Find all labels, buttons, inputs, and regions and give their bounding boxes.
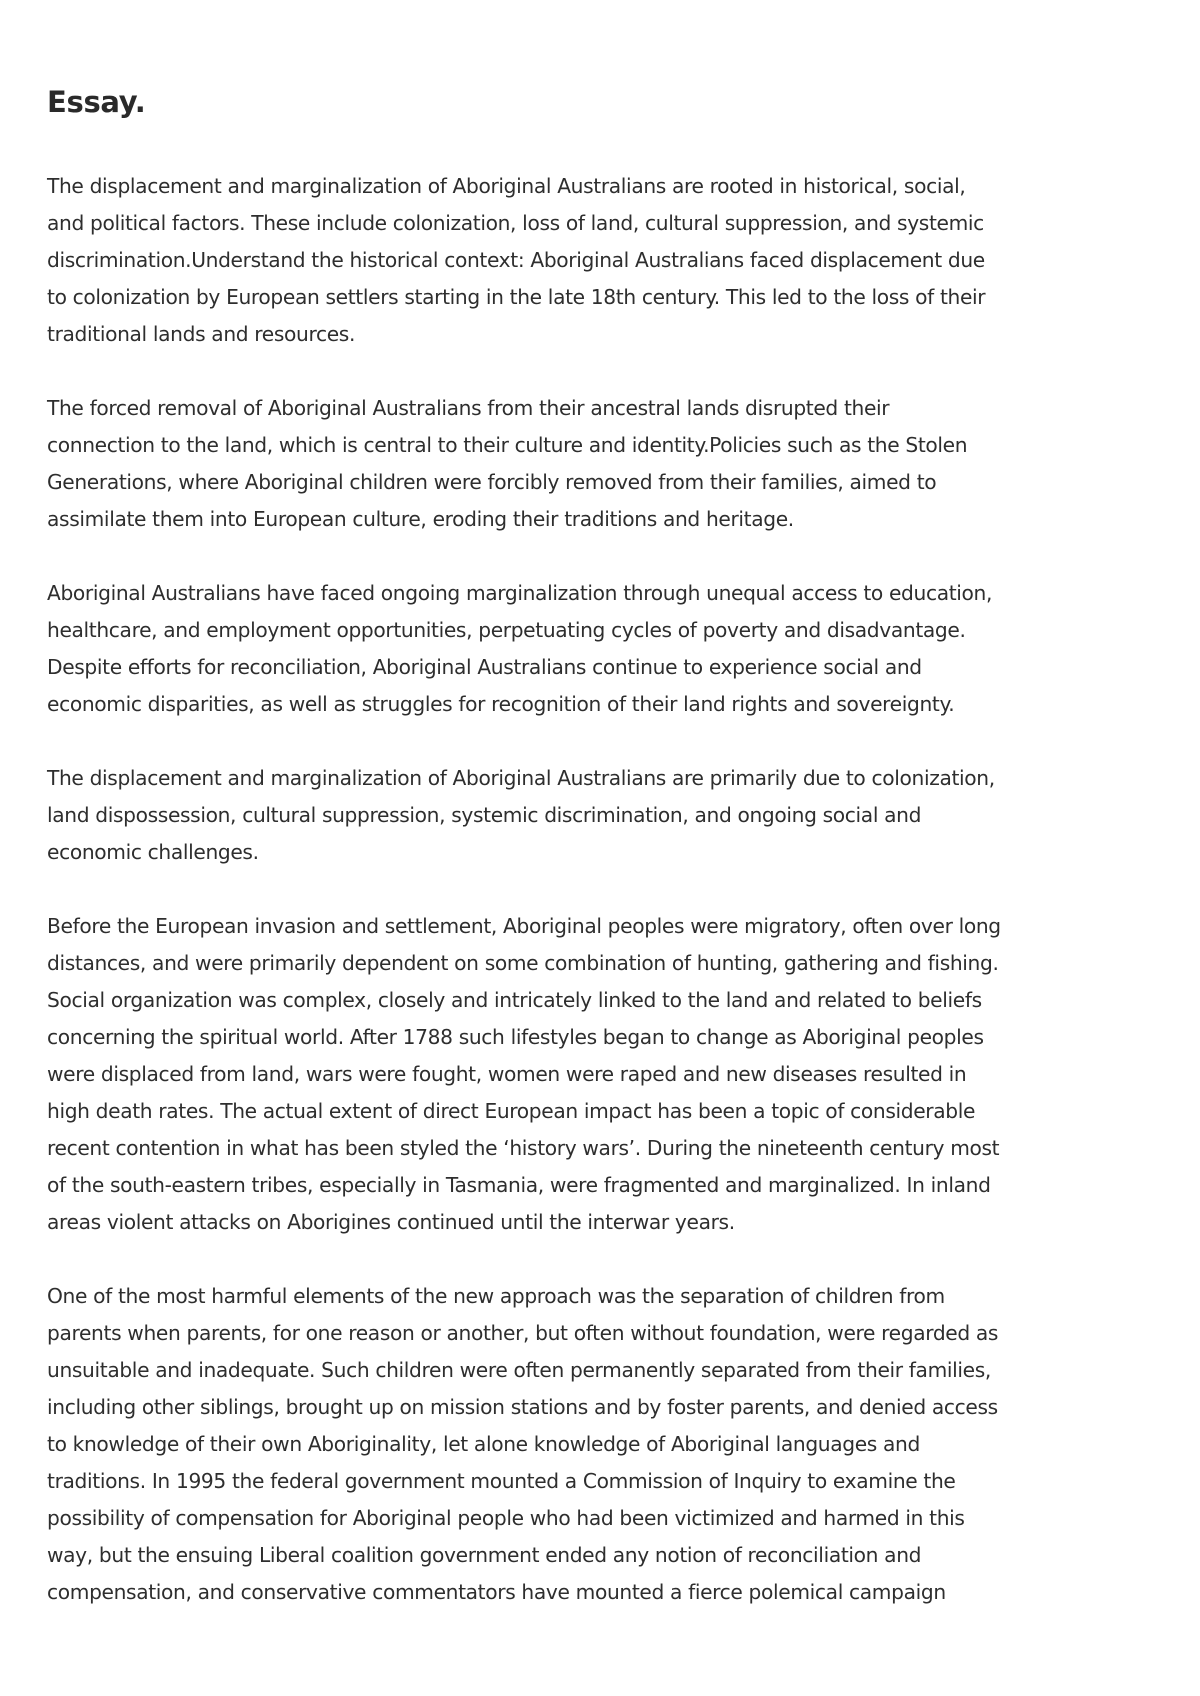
paragraph-line: to colonization by European settlers starting in the late 18th century. This led to the loss of their — [47, 285, 986, 309]
essay-paragraph — [47, 168, 1167, 353]
paragraph-line: recent contention in what has been styled the ‘history wars’. During the nineteenth century most — [47, 1136, 1000, 1160]
essay-paragraph — [47, 908, 1167, 1241]
essay-paragraph — [47, 1278, 1167, 1611]
paragraph-line: and political factors. These include colonization, loss of land, cultural suppression, and systemic — [47, 211, 984, 235]
paragraph-line: Aboriginal Australians have faced ongoing marginalization through unequal access to education, — [47, 581, 993, 605]
paragraph-line: economic disparities, as well as struggles for recognition of their land rights and sovereignty. — [47, 692, 955, 716]
essay-paragraph — [47, 390, 1167, 538]
paragraph-line: discrimination.Understand the historical context: Aboriginal Australians faced displacement due — [47, 248, 985, 272]
paragraph-line: land dispossession, cultural suppression, systemic discrimination, and ongoing social and — [47, 803, 922, 827]
paragraph-line: compensation, and conservative commentators have mounted a fierce polemical campaign — [47, 1580, 946, 1604]
paragraph-line: including other siblings, brought up on mission stations and by foster parents, and denied access — [47, 1395, 998, 1419]
paragraph-line: traditions. In 1995 the federal government mounted a Commission of Inquiry to examine the — [47, 1469, 956, 1493]
paragraph-line: were displaced from land, wars were fought, women were raped and new diseases resulted in — [47, 1062, 967, 1086]
paragraph-line: parents when parents, for one reason or another, but often without foundation, were regarded as — [47, 1321, 999, 1345]
paragraph-line: traditional lands and resources. — [47, 322, 356, 346]
paragraph-line: connection to the land, which is central to their culture and identity.Policies such as the Stolen — [47, 433, 968, 457]
document-content — [47, 82, 1167, 1648]
paragraph-line: high death rates. The actual extent of direct European impact has been a topic of considerable — [47, 1099, 976, 1123]
page-title: Essay. — [47, 85, 146, 119]
paragraph-line: possibility of compensation for Aboriginal people who had been victimized and harmed in this — [47, 1506, 965, 1530]
paragraph-line: of the south-eastern tribes, especially in Tasmania, were fragmented and marginalized. In inland — [47, 1173, 991, 1197]
paragraph-line: unsuitable and inadequate. Such children were often permanently separated from their families, — [47, 1358, 991, 1382]
paragraph-line: assimilate them into European culture, eroding their traditions and heritage. — [47, 507, 794, 531]
paragraph-line: Generations, where Aboriginal children were forcibly removed from their families, aimed to — [47, 470, 937, 494]
paragraph-line: The displacement and marginalization of Aboriginal Australians are primarily due to colonization, — [47, 766, 995, 790]
paragraph-line: way, but the ensuing Liberal coalition government ended any notion of reconciliation and — [47, 1543, 922, 1567]
paragraph-line: The forced removal of Aboriginal Australians from their ancestral lands disrupted their — [47, 396, 890, 420]
paragraph-line: Social organization was complex, closely and intricately linked to the land and related to beliefs — [47, 988, 982, 1012]
paragraph-line: to knowledge of their own Aboriginality, let alone knowledge of Aboriginal languages and — [47, 1432, 920, 1456]
paragraph-line: One of the most harmful elements of the new approach was the separation of children from — [47, 1284, 945, 1308]
paragraph-line: healthcare, and employment opportunities, perpetuating cycles of poverty and disadvantage. — [47, 618, 966, 642]
essay-paragraph — [47, 575, 1167, 723]
essay-body — [47, 168, 1167, 1611]
paragraph-line: Despite efforts for reconciliation, Aboriginal Australians continue to experience social and — [47, 655, 922, 679]
paragraph-line: distances, and were primarily dependent on some combination of hunting, gathering and fishing. — [47, 951, 999, 975]
paragraph-line: areas violent attacks on Aborigines continued until the interwar years. — [47, 1210, 735, 1234]
paragraph-line: The displacement and marginalization of Aboriginal Australians are rooted in historical, social, — [47, 174, 966, 198]
paragraph-line: concerning the spiritual world. After 1788 such lifestyles began to change as Aboriginal peoples — [47, 1025, 984, 1049]
essay-paragraph — [47, 760, 1167, 871]
paragraph-line: economic challenges. — [47, 840, 259, 864]
paragraph-line: Before the European invasion and settlement, Aboriginal peoples were migratory, often over long — [47, 914, 1001, 938]
